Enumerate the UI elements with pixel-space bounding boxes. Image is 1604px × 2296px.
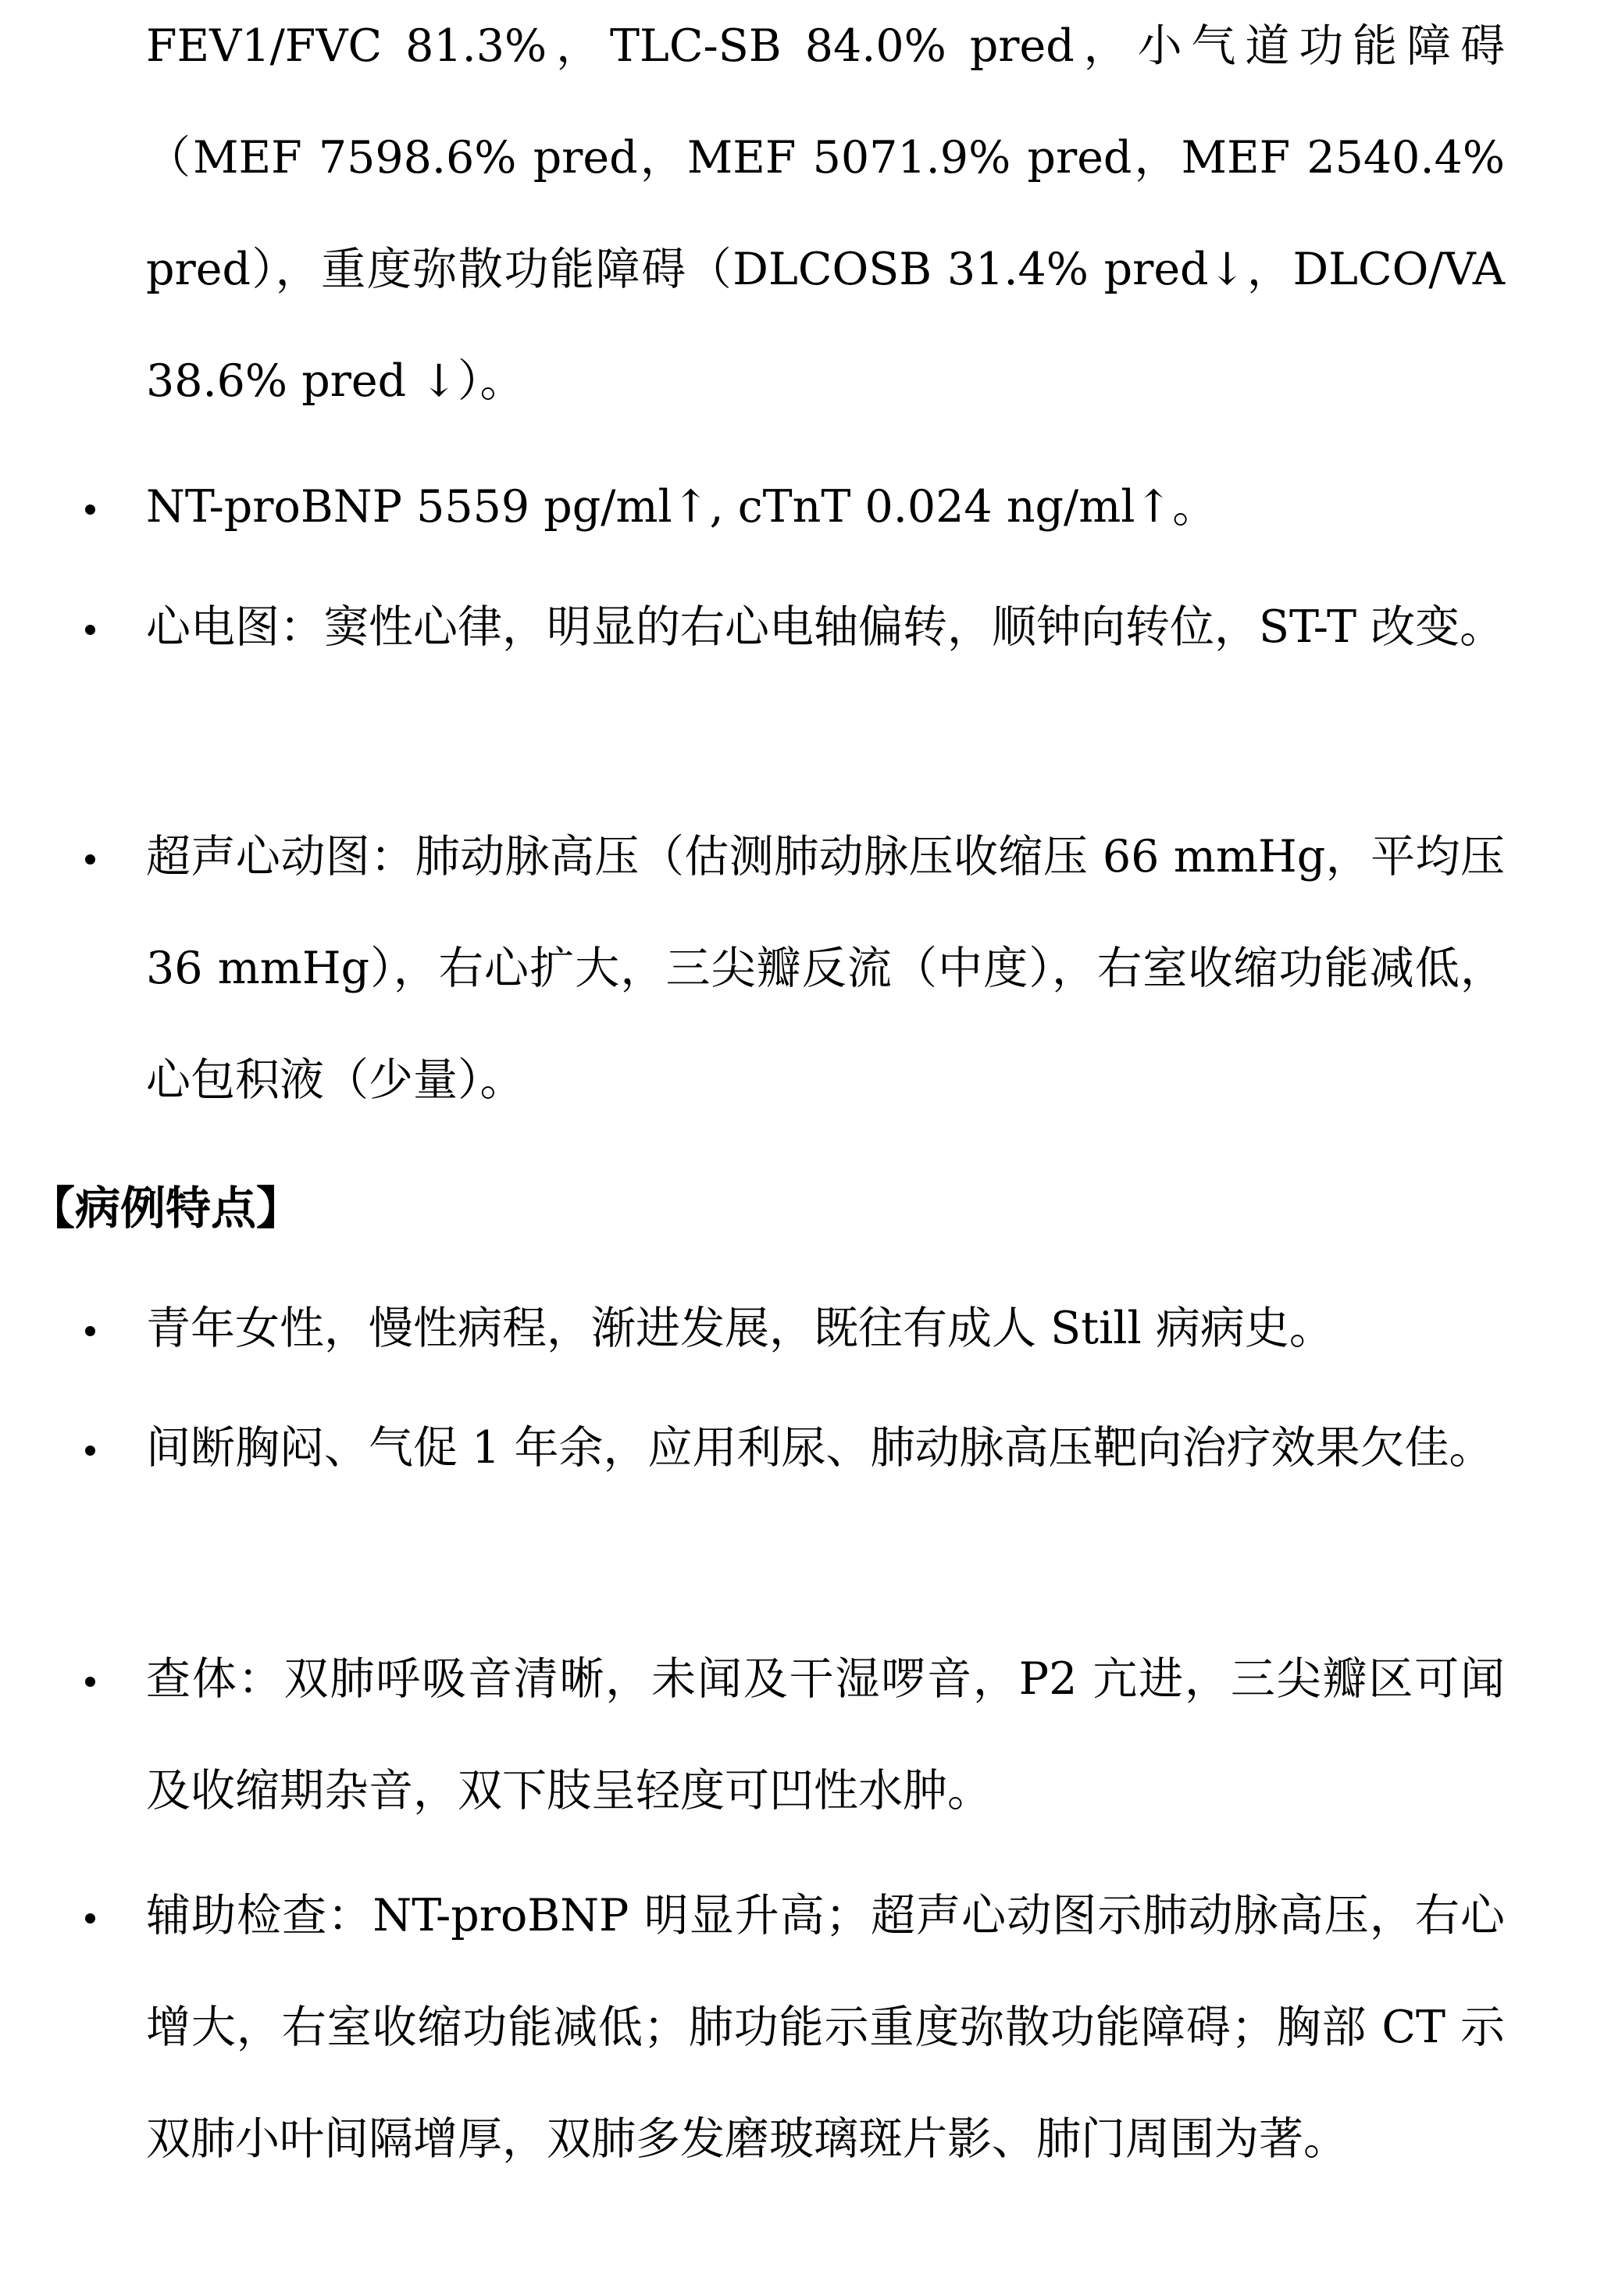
bullet-dot bbox=[83, 502, 98, 518]
bullet-dot bbox=[83, 1911, 98, 1927]
feature-item-history: 青年女性，慢性病程，渐进发展，既往有成人 Still 病病史。 bbox=[146, 1303, 1334, 1354]
section-heading-case-features: 【病例特点】 bbox=[30, 1182, 302, 1235]
exam-item-ecg: 心电图：窦性心律，明显的右心电轴偏转，顺钟向转位，ST-T 改变。 bbox=[146, 601, 1505, 653]
feature-item-auxiliary-exam: 辅助检查：NT-proBNP 明显升高；超声心动图示肺动脉高压，右心增大，右室收缩功能减低；肺功能示重度弥散功能障碍；胸部 CT 示双肺小叶间隔增厚，双肺多发磨玻璃斑片影、肺门周围为著。 bbox=[146, 1890, 1505, 2165]
exam-item-ntprobnp: NT-proBNP 5559 pg/ml↑, cTnT 0.024 ng/ml↑。 bbox=[146, 481, 1217, 533]
feature-item-physical-exam: 查体：双肺呼吸音清晰，未闻及干湿啰音，P2 亢进，三尖瓣区可闻及收缩期杂音，双下肢呈轻度可凹性水肿。 bbox=[146, 1653, 1505, 1816]
feature-item-symptoms: 间断胸闷、气促 1 年余，应用利尿、肺动脉高压靶向治疗效果欠佳。 bbox=[146, 1422, 1494, 1474]
pulmonary-function-paragraph: FEV1/FVC 81.3%，TLC-SB 84.0% pred，小气道功能障碍（MEF 7598.6% pred，MEF 5071.9% pred，MEF 2540.4% pred），重度弥散功能障碍（DLCOSB 31.4% pred↓，DLCO/VA 38.6% pred ↓）。 bbox=[146, 20, 1505, 407]
bullet-dot bbox=[83, 852, 98, 868]
bullet-dot bbox=[83, 1674, 98, 1690]
bullet-dot bbox=[83, 1443, 98, 1459]
exam-item-echocardiogram: 超声心动图：肺动脉高压（估测肺动脉压收缩压 66 mmHg，平均压 36 mmHg），右心扩大，三尖瓣反流（中度），右室收缩功能减低，心包积液（少量）。 bbox=[146, 831, 1505, 1106]
bullet-dot bbox=[83, 622, 98, 638]
bullet-dot bbox=[83, 1324, 98, 1339]
